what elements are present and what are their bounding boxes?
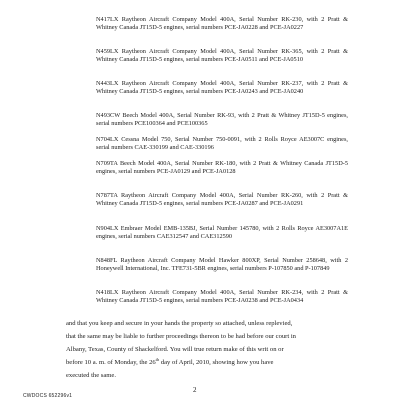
aircraft-entry-n848fl: N848FL Raytheon Aircraft Company Model Hawker 800XP, Serial Number 258648, with 2 Honeywell International, Inc. TFE731-5BR engines, serial numbers P-107850 and P-107849 xyxy=(96,257,348,272)
aircraft-entry-n787ta: N787TA Raytheon Aircraft Company Model 400A, Serial Number RK-260, with 2 Pratt & Whitney Canada JT15D-5 engines, serial numbers PCE-JA0287 and PCE-JA0291 xyxy=(96,192,348,207)
aircraft-entry-n709ta: N709TA Beech Model 400A, Serial Number RK-180, with 2 Pratt & Whitney Canada JT15D-5 engines, serial numbers PCE-JA0129 and PCE-JA0128 xyxy=(96,160,348,175)
aircraft-entry-n443lx: N443LX Raytheon Aircraft Company Model 400A, Serial Number RK-237, with 2 Pratt & Whitney Canada JT15D-5 engines, serial numbers PCE-JA0243 and PCE-JA0240 xyxy=(96,80,348,95)
writ-body-line-2: that the same may be liable to further proceedings thereon to be had before our court in xyxy=(66,333,296,340)
writ-body-line-1: and that you keep and secure in your hands the property so attached, unless replevied, xyxy=(66,320,293,327)
aircraft-entry-n417lx: N417LX Raytheon Aircraft Company Model 400A, Serial Number RK-230, with 2 Pratt & Whitney Canada JT15D-5 engines, serial numbers PCE-JA0228 and PCE-JA0227 xyxy=(96,16,348,31)
aircraft-entry-n904lx: N904LX Embraer Model EMB-135BJ, Serial Number 145780, with 2 Rolls Royce AE3007A1E engines, serial numbers CAE312547 and CAE312590 xyxy=(96,225,348,240)
page-number: 2 xyxy=(193,386,197,394)
document-code: CWDOCS 652296v1 xyxy=(23,393,73,399)
aircraft-entry-n704lx: N704LX Cessna Model 750, Serial Number 750-0091, with 2 Rolls Royce AE3007C engines, serial numbers CAE-330199 and CAE-330196 xyxy=(96,136,348,151)
writ-body-line-4 xyxy=(66,356,274,367)
aircraft-entry-n418lx: N418LX Raytheon Aircraft Company Model 400A, Serial Number RK-234, with 2 Pratt & Whitney Canada JT15D-5 engines, serial numbers PCE-JA0238 and PCE-JA0434 xyxy=(96,289,348,304)
writ-line-4-before: before 10 a. m. of Monday, the 26 xyxy=(66,359,156,366)
writ-body-line-5: executed the same. xyxy=(66,372,116,379)
writ-body-line-3: Albany, Texas, County of Shackelford. You will true return make of this writ on or xyxy=(66,346,284,353)
aircraft-entry-n459lx: N459LX Raytheon Aircraft Company Model 400A, Serial Number RK-365, with 2 Pratt & Whitney Canada JT15D-5 engines, serial numbers PCE-JA0511 and PCE-JA0510 xyxy=(96,48,348,63)
aircraft-entry-n493cw: N493CW Beech Model 400A, Serial Number RK-93, with 2 Pratt & Whitney JT15D-5 engines, serial numbers PCE100364 and PCE100365 xyxy=(96,112,348,127)
ordinal-suffix: th xyxy=(155,356,160,362)
writ-line-4-after: day of April, 2010, showing how you have xyxy=(159,359,274,366)
